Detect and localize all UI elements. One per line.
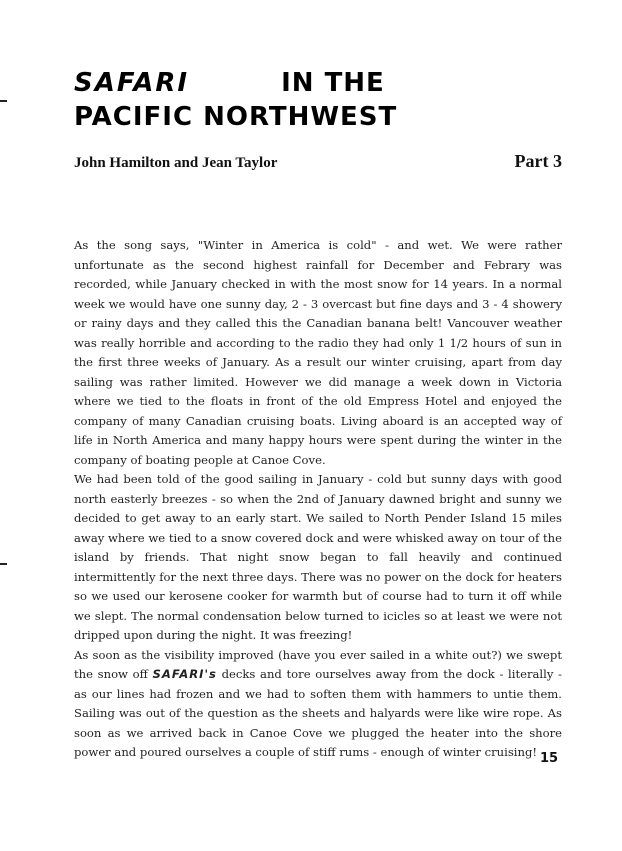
paragraph-3-start: As soon as the visibility improved (have you ever sailed in a white out?) we swept the snow off: [74, 647, 562, 681]
article-title: [74, 66, 474, 134]
margin-mark: [0, 100, 7, 102]
authors: John Hamilton and Jean Taylor: [74, 155, 278, 171]
page-number: 15: [540, 751, 559, 766]
title-boat-name: SAFARI: [74, 68, 190, 98]
title-in-the: IN THE: [281, 68, 385, 98]
paragraph-1: As the song says, "Winter in America is cold" - and wet. We were rather unfortunate as the second highest rainfall for December and Febrary was recorded, while January checked in with the most snow for 14 years. In a normal week we would have one sunny day, 2 - 3 overcast but fine days and 3 - 4 showery or rainy days and they called this the Canadian banana belt! Vancouver weather was really horrible and according to the radio they had only 1 1/2 hours of sun in the first three weeks of January. As a result our winter cruising, apart from day sailing was rather limited. However we did manage a week down in Victoria where we tied to the floats in front of the old Empress Hotel and enjoyed the company of many Canadian cruising boats. Living aboard is an accepted way of life in North America and many happy hours were spent during the winter in the company of boating people at Canoe Cove.: [74, 238, 562, 467]
title-line-1: [74, 66, 474, 100]
byline: [74, 151, 562, 172]
margin-mark: [0, 563, 7, 565]
paragraph-2: We had been told of the good sailing in January - cold but sunny days with good north easterly breezes - so when the 2nd of January dawned bright and sunny we decided to get away to an early start. We sailed to North Pender Island 15 miles away where we tied to a snow covered dock and were whisked away on tour of the island by friends. That night snow began to fall heavily and continued intermittently for the next three days. There was no power on the dock for heaters so we used our kerosene cooker for warmth but of course had to turn it off while we slept. The normal condensation below turned to icicles so at least we were not dripped upon during the night. It was freezing!: [74, 472, 562, 642]
paragraph-3: [74, 646, 562, 763]
article-body: [74, 236, 562, 763]
boat-name: SAFARI's: [152, 667, 217, 681]
title-line-2: PACIFIC NORTHWEST: [74, 102, 398, 132]
paragraph-3-end: decks and tore ourselves away from the dock - literally - as our lines had frozen and we had to soften them with hammers to untie them. Sailing was out of the question as the sheets and halyards were like wire rope. As soon as we arrived back in Canoe Cove we plugged the heater into the shore power and poured ourselves a couple of stiff rums - enough of winter cruising!: [74, 667, 562, 759]
part-label: Part 3: [514, 151, 562, 171]
